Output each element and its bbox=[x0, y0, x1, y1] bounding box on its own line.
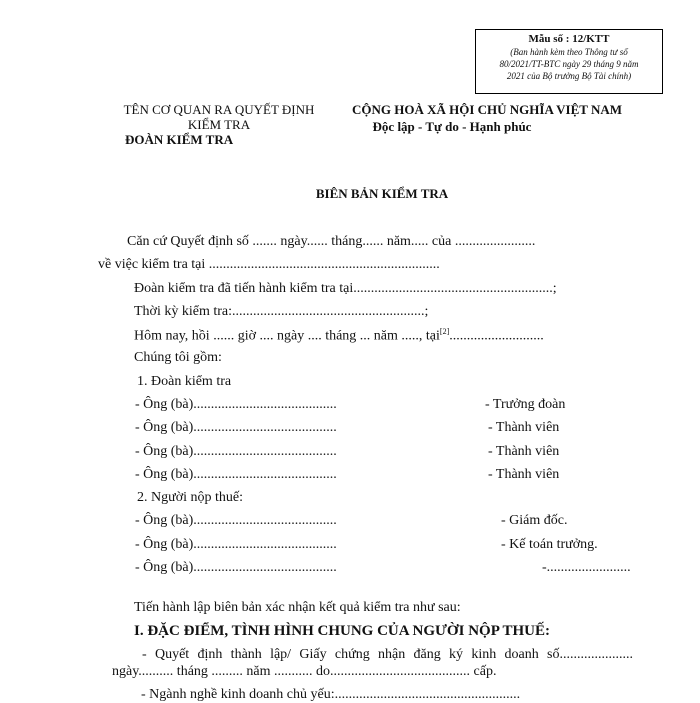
taxpayer-heading: 2. Người nộp thuế: bbox=[137, 490, 243, 505]
form-code-box bbox=[475, 29, 663, 94]
taxpayer-person-role: - Giám đốc. bbox=[501, 513, 568, 528]
taxpayer-person-role: - Kế toán trưởng. bbox=[501, 537, 598, 552]
inspection-time-line bbox=[134, 327, 544, 345]
team-member-name: - Ông (bà)......................................... bbox=[135, 420, 337, 435]
results-intro: Tiến hành lập biên bản xác nhận kết quả kiểm tra như sau: bbox=[134, 600, 461, 615]
team-member-role: - Trưởng đoàn bbox=[485, 397, 566, 412]
attendees-intro: Chúng tôi gồm: bbox=[134, 350, 222, 365]
form-code: Mẫu số : 12/KTT bbox=[528, 33, 610, 45]
taxpayer-person-name: - Ông (bà)......................................... bbox=[135, 560, 337, 575]
basis-decision-line: Căn cứ Quyết định số ....... ngày...... tháng...... năm..... của ....................... bbox=[127, 234, 536, 249]
form-note-line-1: (Ban hành kèm theo Thông tư số bbox=[510, 47, 628, 57]
document-title: BIÊN BẢN KIỂM TRA bbox=[315, 186, 449, 201]
team-member-role: - Thành viên bbox=[488, 420, 560, 435]
taxpayer-person-name: - Ông (bà)......................................... bbox=[135, 537, 337, 552]
team-member-role: - Thành viên bbox=[488, 444, 560, 459]
team-member-name: - Ông (bà)......................................... bbox=[135, 397, 337, 412]
taxpayer-person-role: -........................ bbox=[542, 560, 631, 575]
national-title: CỘNG HOÀ XÃ HỘI CHỦ NGHĨA VIỆT NAM bbox=[351, 102, 623, 117]
form-note-line-3: 2021 của Bộ trưởng Bộ Tài chính) bbox=[506, 71, 632, 81]
agency-name-line-1: TÊN CƠ QUAN RA QUYẾT ĐỊNH bbox=[123, 102, 315, 117]
form-note-line-2: 80/2021/TT-BTC ngày 29 tháng 9 năm bbox=[499, 59, 639, 69]
agency-name-line-2: KIỂM TRA bbox=[187, 117, 251, 132]
inspection-period-line: Thời kỳ kiểm tra:.......................................................; bbox=[134, 304, 429, 319]
team-member-name: - Ông (bà)......................................... bbox=[135, 467, 337, 482]
inspection-place-line: về việc kiểm tra tại .................................................................. bbox=[98, 257, 440, 272]
inspection-time-dots: ........................... bbox=[449, 328, 544, 344]
team-member-role: - Thành viên bbox=[488, 467, 560, 482]
team-heading: 1. Đoàn kiểm tra bbox=[137, 374, 232, 389]
team-member-name: - Ông (bà)......................................... bbox=[135, 444, 337, 459]
section-1-item-2: - Ngành nghề kinh doanh chủ yếu:..................................................... bbox=[141, 687, 521, 702]
national-motto: Độc lập - Tự do - Hạnh phúc bbox=[372, 119, 532, 134]
section-1-item-1-line-1: - Quyết định thành lập/ Giấy chứng nhận đăng ký kinh doanh số..................... bbox=[142, 647, 633, 662]
section-1-heading: I. ĐẶC ĐIỂM, TÌNH HÌNH CHUNG CỦA NGƯỜI NỘP THUẾ: bbox=[134, 623, 551, 639]
footnote-ref: [2] bbox=[439, 327, 450, 336]
section-1-item-1-line-2: ngày.......... tháng ......... năm ........... do........................................ cấp. bbox=[112, 664, 497, 679]
inspection-team-label: ĐOÀN KIỂM TRA bbox=[125, 132, 234, 147]
inspection-conducted-line: Đoàn kiểm tra đã tiến hành kiểm tra tại.........................................................; bbox=[134, 281, 557, 296]
taxpayer-person-name: - Ông (bà)......................................... bbox=[135, 513, 337, 528]
inspection-time-text: Hôm nay, hồi ...... giờ .... ngày .... tháng ... năm ....., tại bbox=[134, 328, 440, 344]
